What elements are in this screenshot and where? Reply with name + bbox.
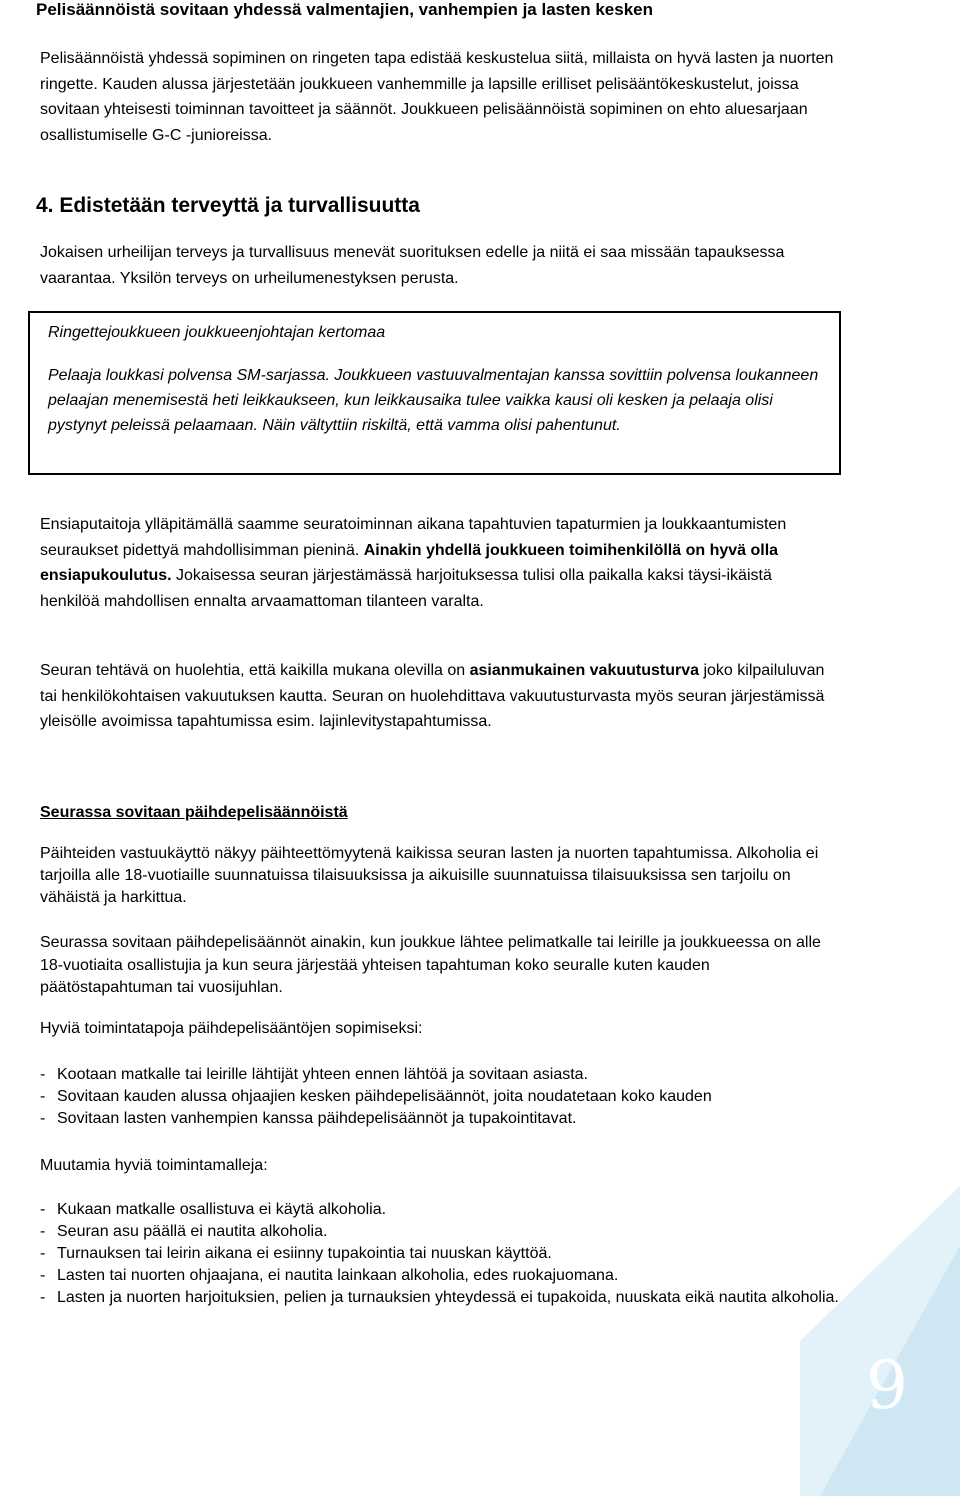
paragraph-paihde-1: Päihteiden vastuukäyttö näkyy päihteettömyytenä kaikissa seuran lasten ja nuorten tapahtumissa. Alkoholia ei tarjoilla alle 18-vuotiaille suunnatuissa tilaisuuksissa ja aikuisille suunnatuissa tilaisuuksissa sen tarjoilu on vähäistä ja harkittua. bbox=[40, 845, 819, 906]
subheading-paihde: Seurassa sovitaan päihdepelisäännöistä bbox=[40, 804, 348, 821]
paragraph-pelisaannot: Pelisäännöistä yhdessä sopiminen on ringeten tapa edistää keskustelua siitä, millaista on hyvä lasten ja nuorten ringette. Kauden alussa järjestetään joukkueen vanhemmille ja lapsille erilliset pelisääntökeskustelut, joissa sovitaan yhteisesti toiminnan tavoitteet ja säännöt. Joukkueen pelisäännöistä sopiminen on ehto aluesarjaan osallistumiselle G-C -junioreissa. bbox=[40, 50, 834, 144]
list-item: - Sovitaan kauden alussa ohjaajien kesken päihdepelisäännöt, joita noudatetaan koko kauden bbox=[40, 1086, 850, 1108]
list-toimintamallit bbox=[40, 1199, 850, 1309]
page-number: 9 bbox=[866, 1347, 908, 1424]
list-item: - Sovitaan lasten vanhempien kanssa päihdepelisäännöt ja tupakointitavat. bbox=[40, 1108, 850, 1130]
quote-box-text: Pelaaja loukkasi polvensa SM-sarjassa. Joukkueen vastuuvalmentajan kanssa sovittiin polvensa loukanneen pelaajan menemisestä heti leikkaukseen, kun leikkausaika tulee vaikka kausi oli kesken ja pelaaja olisi pystynyt peleissä pelaamaan. Näin vältyttiin riskiltä, että vamma olisi pahentunut. bbox=[48, 367, 819, 434]
vakuutus-bold: asianmukainen vakuutusturva bbox=[469, 662, 700, 679]
paragraph-paihde-2: Seurassa sovitaan päihdepelisäännöt ainakin, kun joukkue lähtee pelimatkalle tai leirille ja joukkueessa on alle 18-vuotiaita osallistujia ja kun seura järjestää yhteisen tapahtuman koko seuralle kuten kauden päätöstapahtuman tai vuosijuhlan. bbox=[40, 934, 821, 996]
paragraph-vakuutus bbox=[40, 658, 840, 735]
ensiapu-bold: Ainakin yhdellä joukkueen toimihenkilöllä on hyvä olla ensiapukoulutus. bbox=[40, 541, 779, 584]
vakuutus-text-2: joko kilpailuluvan tai henkilökohtaisen vakuutuksen kautta. Seuran on huolehdittava vakuutusturvasta myös seuran järjestämissä yleisölle avoimissa tapahtumissa esim. lajinlevitystapahtumissa. bbox=[40, 662, 825, 730]
list-item: - Lasten tai nuorten ohjaajana, ei nautita lainkaan alkoholia, edes ruokajuomana. bbox=[40, 1265, 850, 1287]
ensiapu-text-2: Jokaisessa seuran järjestämässä harjoituksessa tulisi olla paikalla kaksi täysi-ikäistä henkilöä mahdollisen ennalta arvaamattoman tilanteen varalta. bbox=[40, 567, 772, 610]
list-item: - Kootaan matkalle tai leirille lähtijät yhteen ennen lähtöä ja sovitaan asiasta. bbox=[40, 1064, 850, 1086]
quote-box-title: Ringettejoukkueen joukkueenjohtajan kertomaa bbox=[48, 324, 386, 341]
ensiapu-text-1: Ensiaputaitoja ylläpitämällä saamme seuratoiminnan aikana tapahtuvien tapaturmien ja loukkaantumisten seuraukset pidettyä mahdollisimman pieninä. bbox=[40, 516, 787, 559]
list1-intro: Hyviä toimintatapoja päihdepelisääntöjen sopimiseksi: bbox=[40, 1020, 423, 1037]
paragraph-terveys: Jokaisen urheilijan terveys ja turvallisuus menevät suorituksen edelle ja niitä ei saa missään tapauksessa vaarantaa. Yksilön terveys on urheilumenestyksen perusta. bbox=[40, 244, 785, 287]
vakuutus-text-1: Seuran tehtävä on huolehtia, että kaikilla mukana olevilla on bbox=[40, 662, 470, 679]
list-item: - Seuran asu päällä ei nautita alkoholia. bbox=[40, 1221, 850, 1243]
paragraph-ensiapu bbox=[40, 512, 830, 614]
list-item: - Turnauksen tai leirin aikana ei esiinny tupakointia tai nuuskan käyttöä. bbox=[40, 1243, 850, 1265]
list-item: - Lasten ja nuorten harjoituksien, pelien ja turnauksien yhteydessä ei tupakoida, nuuskata eikä nautita alkoholia. bbox=[40, 1287, 850, 1309]
quote-box bbox=[28, 311, 841, 475]
list-item: - Kukaan matkalle osallistuva ei käytä alkoholia. bbox=[40, 1199, 850, 1221]
list-toimintatavat bbox=[40, 1064, 850, 1130]
section-title-terveys: 4. Edistetään terveyttä ja turvallisuutta bbox=[36, 194, 420, 217]
list2-intro: Muutamia hyviä toimintamalleja: bbox=[40, 1157, 268, 1174]
heading-pelisaannot: Pelisäännöistä sovitaan yhdessä valmentajien, vanhempien ja lasten kesken bbox=[36, 0, 653, 19]
